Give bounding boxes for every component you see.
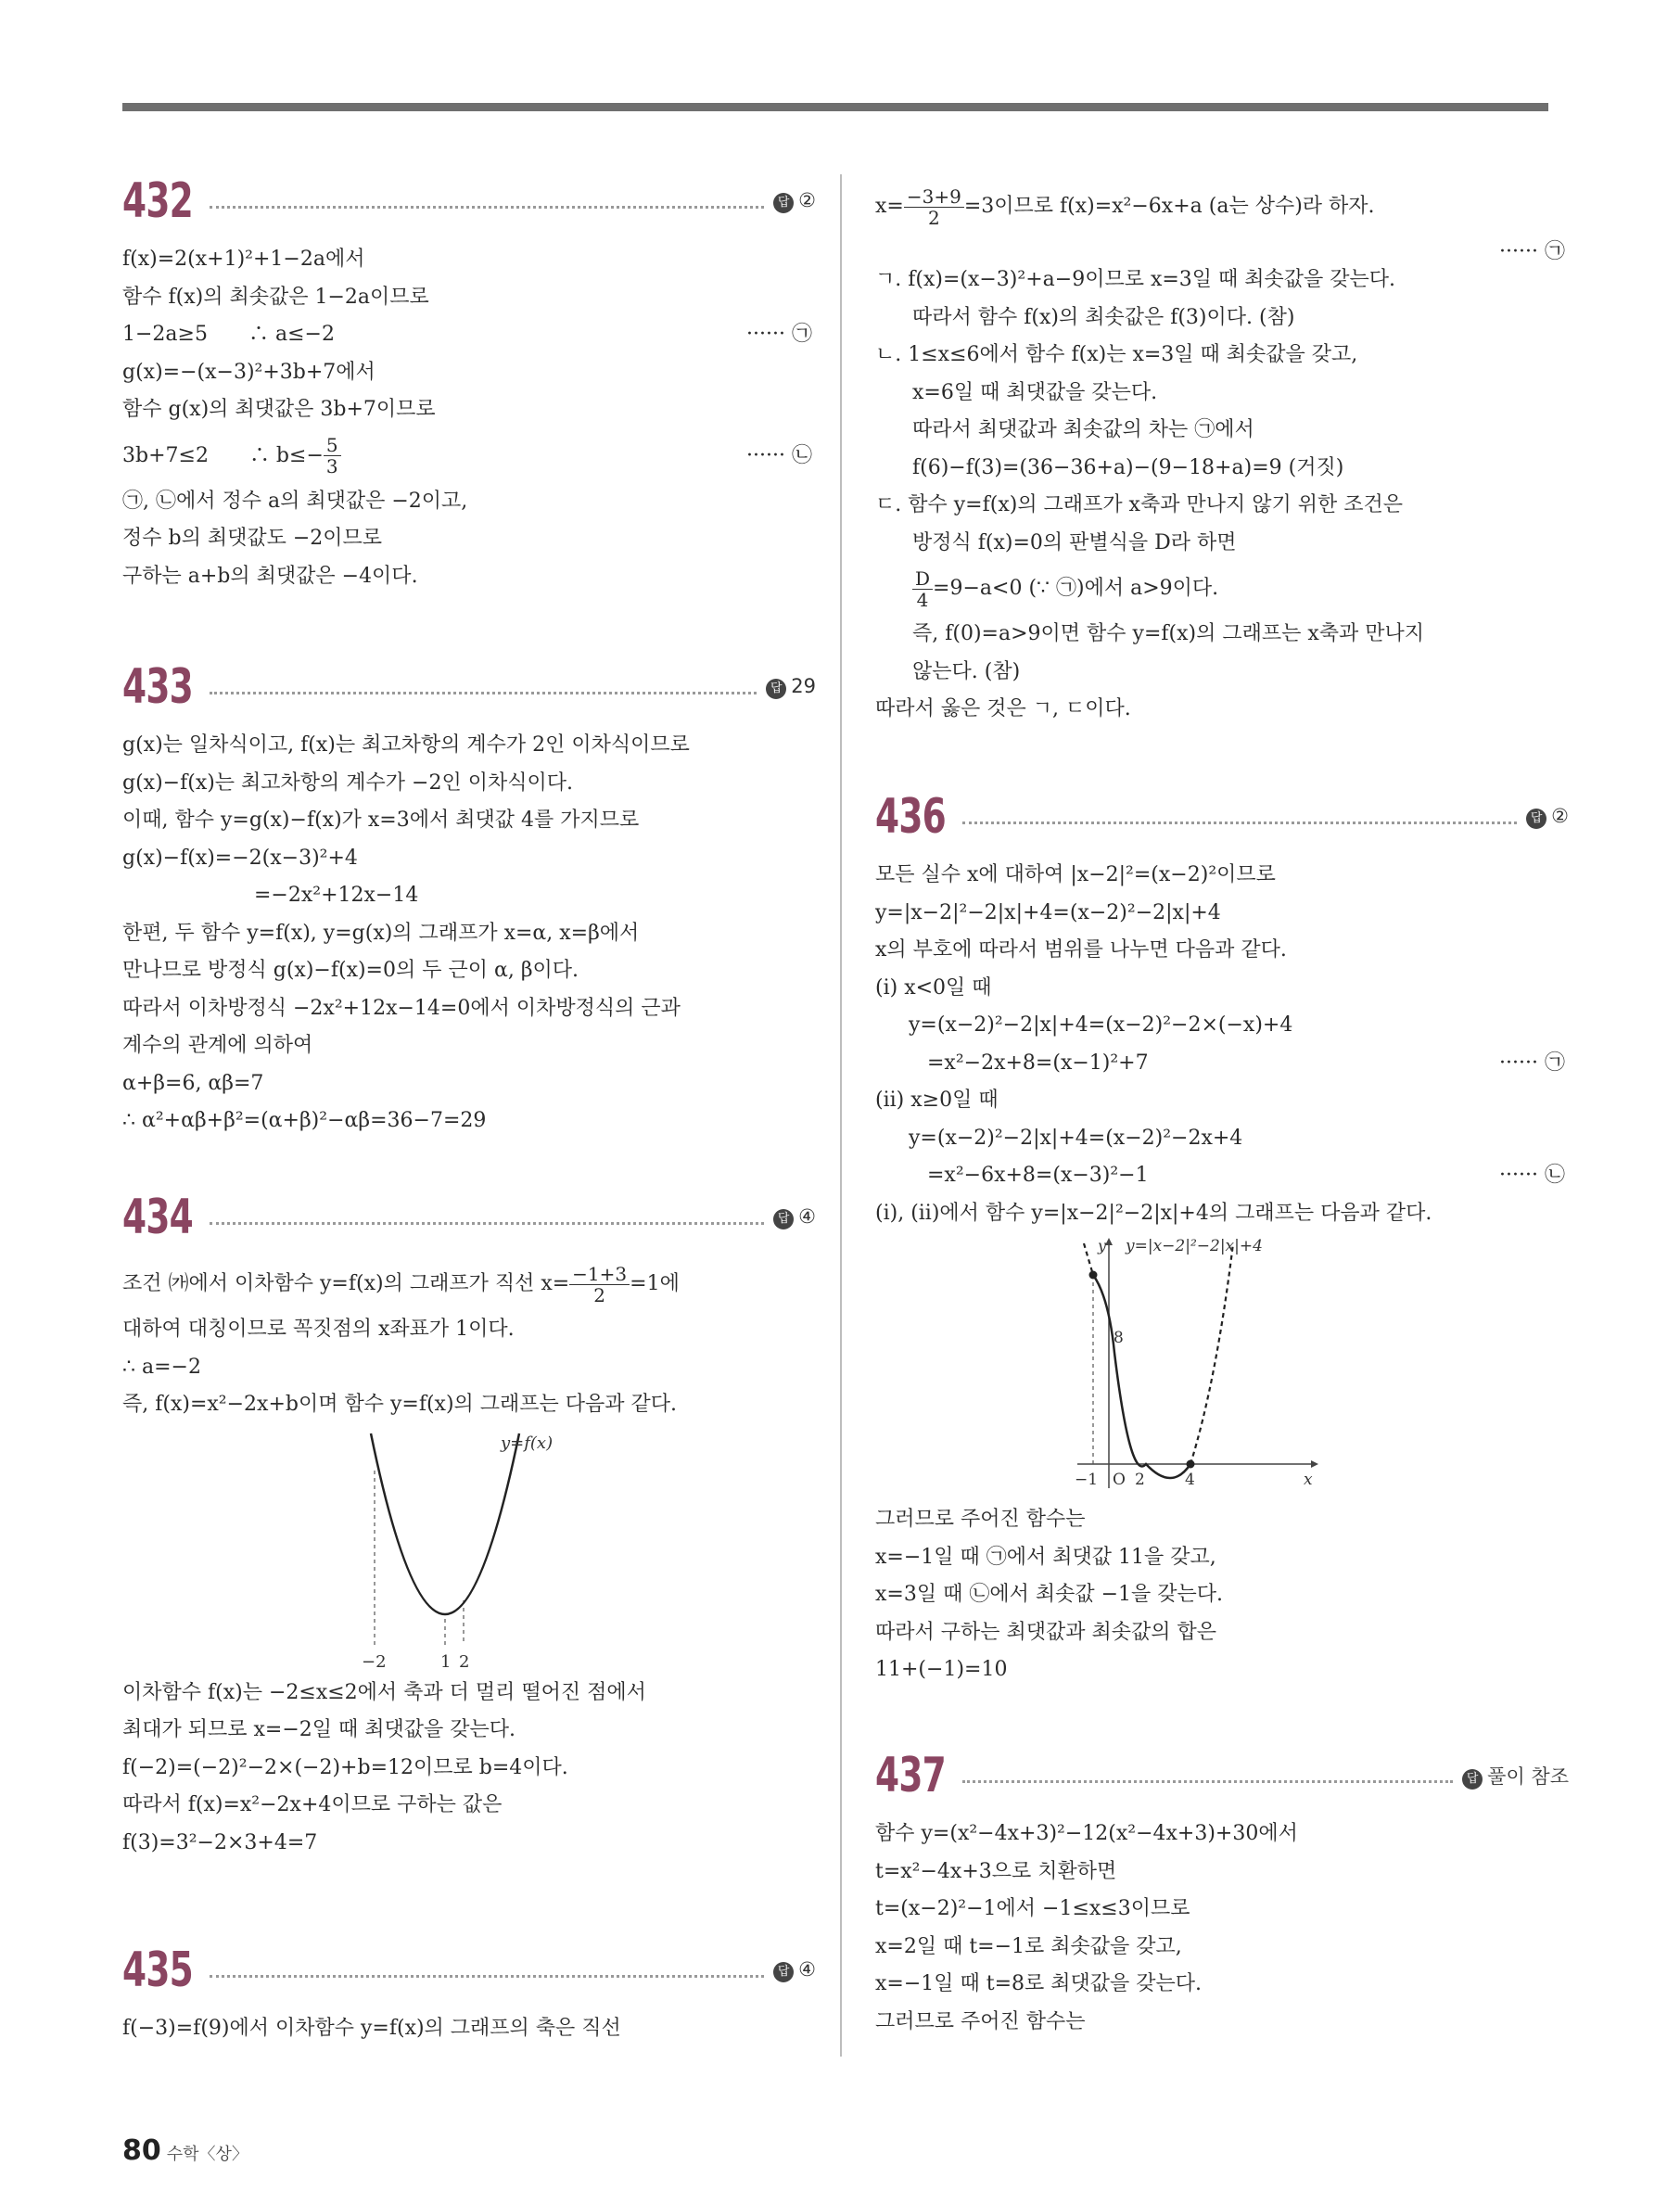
answer-badge: 답 ② (773, 189, 816, 213)
solution-line: ㉠, ㉡에서 정수 a의 최댓값은 −2이고, (122, 489, 468, 513)
answer-icon: 답 (766, 679, 786, 699)
solution-line: 즉, f(x)=x²−2x+b이며 함수 y=f(x)의 그래프는 다음과 같다. (122, 1393, 678, 1416)
page-number: 80 (122, 2134, 161, 2167)
fraction: $\frac{5}{3}$ (324, 435, 341, 477)
solution-line: 구하는 a+b의 최댓값은 −4이다. (122, 564, 418, 588)
solution-line: f(6)−f(3)=(36−36+a)−(9−18+a)=9 (거짓) (912, 455, 1344, 479)
dotted-leader (210, 1222, 764, 1225)
problem-number: 437 (875, 1748, 946, 1803)
solution-line: 계수의 관계에 의하여 (122, 1034, 313, 1057)
solution-line: t=x²−4x+3으로 치환하면 (875, 1859, 1117, 1883)
solution-line: 정수 b의 최댓값도 −2이므로 (122, 527, 383, 550)
solution-body (875, 857, 1569, 1689)
solution-line: 함수 y=(x²−4x+3)²−12(x²−4x+3)+30에서 (875, 1822, 1298, 1845)
solution-line: ㄱ. f(x)=(x−3)²+a−9이므로 x=3일 때 최솟값을 갖는다. (875, 268, 1396, 291)
answer-icon: 답 (1462, 1769, 1483, 1790)
answer-icon: 답 (773, 1209, 794, 1229)
answer-badge: 답 ② (1526, 805, 1569, 829)
marker-label: ······ ㉡ (1499, 1164, 1565, 1187)
solution-line: =x²−2x+8=(x−1)²+7 ······ ㉠ (875, 1045, 1569, 1083)
solution-line: t=(x−2)²−1에서 −1≤x≤3이므로 (875, 1897, 1190, 1920)
axis-label: y (1098, 1237, 1107, 1255)
curve-label: y=f(x) (501, 1433, 554, 1453)
solution-line: 모든 실수 x에 대하여 |x−2|²=(x−2)²이므로 (875, 863, 1276, 886)
solution-line: 즉, f(0)=a>9이면 함수 y=f(x)의 그래프는 x축과 만나지 (912, 622, 1425, 645)
solution-line: $\frac{D}{4}$ =9−a<0 (∵ ㉠)에서 a>9이다. (875, 562, 1569, 616)
answer-icon: 답 (773, 193, 794, 213)
problem-number: 436 (875, 789, 946, 845)
solution-line: g(x)=−(x−3)²+3b+7에서 (122, 360, 375, 384)
problem-434 (122, 1185, 816, 1862)
problem-432 (122, 169, 816, 595)
top-rule (122, 103, 1548, 111)
dotted-leader (210, 692, 757, 694)
solution-line: ㄷ. 함수 y=f(x)의 그래프가 x축과 만나지 않기 위한 조건은 (875, 493, 1403, 516)
solution-line: 따라서 이차방정식 −2x²+12x−14=0에서 이차방정식의 근과 (122, 996, 681, 1020)
solution-line: x의 부호에 따라서 범위를 나누면 다음과 같다. (875, 938, 1287, 962)
parabola-curve (371, 1433, 519, 1614)
problem-number: 434 (122, 1190, 193, 1245)
solution-body (122, 727, 816, 1140)
solution-line: 1−2a≥5 ∴ a≤−2 ······ ㉠ (122, 316, 816, 354)
fraction: $\frac{D}{4}$ (912, 568, 933, 610)
solution-body (875, 180, 1569, 729)
page-footer (122, 2134, 248, 2167)
solution-line: 그러므로 주어진 함수는 (875, 1508, 1086, 1531)
solution-line: 한편, 두 함수 y=f(x), y=g(x)의 그래프가 x=α, x=β에서 (122, 921, 640, 945)
marker-label: ······ ㉡ (746, 443, 812, 467)
solution-line: 따라서 구하는 최댓값과 최솟값의 합은 (875, 1620, 1217, 1644)
marker-label: ······ ㉠ (1499, 240, 1565, 263)
solution-line: =x²−6x+8=(x−3)²−1 ······ ㉡ (875, 1157, 1569, 1195)
problem-435-continued (875, 172, 1569, 729)
problem-435 (122, 1938, 816, 2048)
curve-solid (1093, 1275, 1190, 1478)
absolute-value-graph (875, 1232, 1569, 1501)
solution-line: 조건 ㈎에서 이차함수 y=f(x)의 그래프가 직선 x= $\frac{-1+3}{2}$ =1에 (122, 1262, 680, 1306)
tick-label: 4 (1185, 1471, 1195, 1489)
solution-line: f(−3)=f(9)에서 이차함수 y=f(x)의 그래프의 축은 직선 (122, 2017, 621, 2040)
solution-line: x=−1일 때 ㉠에서 최댓값 11을 갖고, (875, 1545, 1216, 1569)
answer-badge: 답 29 (766, 675, 816, 699)
fraction: $\frac{-1+3}{2}$ (569, 1264, 630, 1306)
endpoint-marker (1187, 1460, 1195, 1469)
solution-line: (ii) x≥0일 때 (875, 1089, 999, 1112)
solution-line: 11+(−1)=10 (875, 1658, 1008, 1681)
solution-line: y=(x−2)²−2|x|+4=(x−2)²−2×(−x)+4 (909, 1013, 1293, 1037)
solution-line: x=6일 때 최댓값을 갖는다. (912, 380, 1158, 404)
curve-extension (1190, 1243, 1233, 1464)
problem-header (122, 169, 816, 234)
tick-label: 2 (459, 1651, 470, 1672)
solution-line: f(−2)=(−2)²−2×(−2)+b=12이므로 b=4이다. (122, 1755, 568, 1779)
solution-line: 3b+7≤2 ∴ b≤− $\frac{5}{3}$ ······ ㉡ (122, 429, 816, 483)
solution-line: x=2일 때 t=−1로 최솟값을 갖고, (875, 1934, 1182, 1958)
solution-body (122, 2010, 816, 2048)
answer-badge: 답 풀이 참조 (1462, 1762, 1569, 1790)
solution-line: x= $\frac{-3+9}{2}$ =3이므로 f(x)=x²−6x+a (a는 상수)라 하자. (875, 185, 1375, 229)
book-title: 수학〈상〉 (166, 2145, 248, 2164)
solution-line: g(x)−f(x)는 최고차항의 계수가 −2인 이차식이다. (122, 771, 573, 795)
solution-line: g(x)−f(x)=−2(x−3)²+4 (122, 846, 358, 870)
x-axis-arrow (1311, 1460, 1318, 1468)
problem-header (122, 1938, 816, 2003)
solution-line: 그러므로 주어진 함수는 (875, 2009, 1086, 2033)
dotted-leader (962, 1780, 1453, 1783)
solution-line: 만나므로 방정식 g(x)−f(x)=0의 두 근이 α, β이다. (122, 959, 579, 982)
answer-badge: 답 ④ (773, 1958, 816, 1982)
solution-body (122, 1257, 816, 1862)
solution-line (875, 234, 1569, 261)
problem-header (122, 655, 816, 720)
tick-label: −2 (362, 1651, 387, 1672)
solution-line: (i) x<0일 때 (875, 975, 992, 1000)
marker-label: ······ ㉠ (746, 323, 812, 346)
solution-line: x=−1일 때 t=8로 최댓값을 갖는다. (875, 1972, 1203, 1995)
solution-line: ㄴ. 1≤x≤6에서 함수 f(x)는 x=3일 때 최솟값을 갖고, (875, 343, 1358, 366)
solution-line: g(x)는 일차식이고, f(x)는 최고차항의 계수가 2인 이차식이므로 (122, 733, 690, 757)
solution-line: 대하여 대칭이므로 꼭짓점의 x좌표가 1이다. (122, 1318, 515, 1341)
solution-line: f(x)=2(x+1)²+1−2a에서 (122, 248, 365, 271)
problem-number: 432 (122, 173, 193, 229)
solution-line: y=(x−2)²−2|x|+4=(x−2)²−2x+4 (909, 1126, 1243, 1150)
problem-header (122, 1185, 816, 1250)
problem-437 (875, 1743, 1569, 2041)
axis-label: x (1304, 1471, 1313, 1489)
solution-line: ∴ α²+αβ+β²=(α+β)²−αβ=36−7=29 (122, 1109, 487, 1132)
dotted-leader (210, 206, 764, 209)
problem-436 (875, 784, 1569, 1689)
solution-line: (i), (ii)에서 함수 y=|x−2|²−2|x|+4의 그래프는 다음과 같다. (875, 1201, 1432, 1225)
solution-line: 함수 g(x)의 최댓값은 3b+7이므로 (122, 398, 436, 421)
solution-line: 이때, 함수 y=g(x)−f(x)가 x=3에서 최댓값 4를 가지므로 (122, 809, 640, 832)
origin-label: O (1113, 1471, 1126, 1489)
solution-line: y=|x−2|²−2|x|+4=(x−2)²−2|x|+4 (875, 900, 1221, 924)
answer-icon: 답 (1526, 809, 1546, 829)
curve-extension (1084, 1243, 1093, 1275)
solution-line: 이차함수 f(x)는 −2≤x≤2에서 축과 더 멀리 떨어진 점에서 (122, 1680, 646, 1704)
solution-line: 최대가 되므로 x=−2일 때 최댓값을 갖는다. (122, 1718, 516, 1741)
fraction: $\frac{-3+9}{2}$ (904, 186, 964, 228)
solution-line: 방정식 f(x)=0의 판별식을 D라 하면 (912, 530, 1237, 554)
answer-icon: 답 (773, 1962, 794, 1982)
solution-line: 따라서 함수 f(x)의 최솟값은 f(3)이다. (참) (912, 305, 1295, 329)
tick-label: 8 (1114, 1329, 1124, 1347)
curve-label: y=|x−2|²−2|x|+4 (1126, 1237, 1263, 1255)
solution-body (875, 1815, 1569, 2041)
tick-label: 1 (440, 1651, 452, 1672)
marker-label: ······ ㉠ (1499, 1051, 1565, 1075)
solution-line: 함수 f(x)의 최솟값은 1−2a이므로 (122, 285, 429, 309)
solution-line: 따라서 최댓값과 최솟값의 차는 ㉠에서 (912, 418, 1254, 441)
parabola-graph (122, 1424, 816, 1675)
problem-header (875, 1743, 1569, 1808)
answer-badge: 답 ④ (773, 1205, 816, 1229)
problem-number: 435 (122, 1943, 193, 1998)
solution-body (122, 241, 816, 595)
problem-header (875, 784, 1569, 849)
solution-line: 따라서 옳은 것은 ㄱ, ㄷ이다. (875, 697, 1131, 720)
problem-number: 433 (122, 659, 193, 715)
dotted-leader (210, 1975, 764, 1978)
solution-line: 따라서 f(x)=x²−2x+4이므로 구하는 값은 (122, 1793, 503, 1816)
dotted-leader (962, 822, 1517, 824)
solution-line: 않는다. (참) (912, 659, 1021, 683)
solution-line: ∴ a=−2 (122, 1355, 201, 1379)
problem-433 (122, 655, 816, 1140)
solution-line: =−2x²+12x−14 (254, 884, 419, 907)
solution-line: α+β=6, αβ=7 (122, 1071, 264, 1095)
column-divider (840, 174, 842, 2057)
solution-line: f(3)=3²−2×3+4=7 (122, 1830, 318, 1854)
tick-label: 2 (1135, 1471, 1145, 1489)
tick-label: −1 (1075, 1471, 1099, 1489)
solution-line: x=3일 때 ㉡에서 최솟값 −1을 갖는다. (875, 1583, 1224, 1606)
y-axis-arrow (1105, 1238, 1113, 1245)
endpoint-marker (1089, 1271, 1098, 1280)
